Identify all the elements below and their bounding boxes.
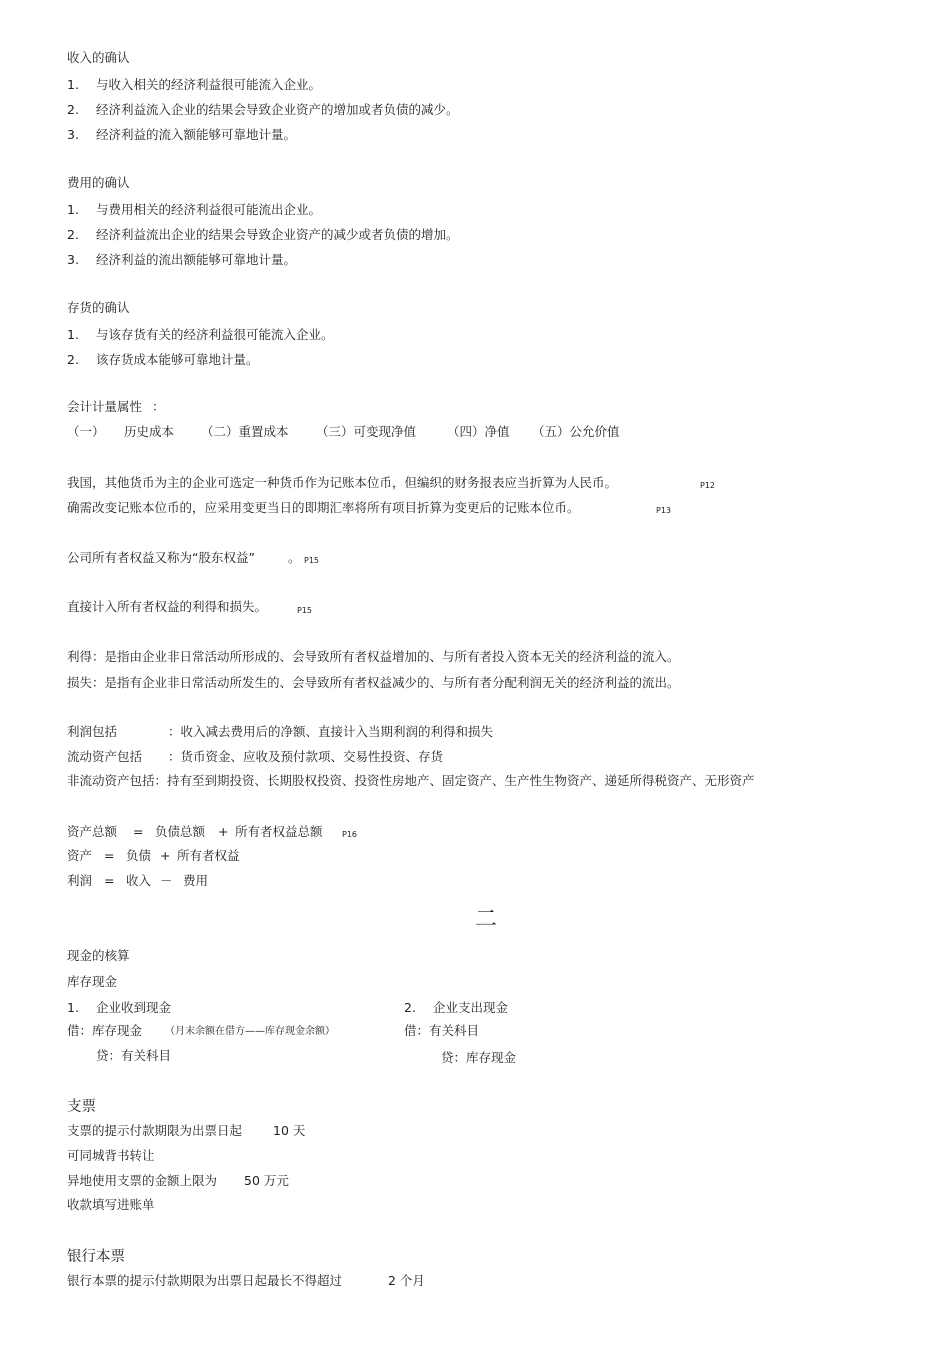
- bank-draft-line: 银行本票的提示付款期限为出票日起最长不得超过: [67, 1273, 343, 1288]
- equation-term: 利润: [67, 873, 93, 888]
- cheque-line: 支票的提示付款期限为出票日起: [67, 1123, 243, 1138]
- equation-operator: +: [160, 848, 171, 863]
- list-number: 3.: [67, 127, 79, 142]
- list-item: 与收入相关的经济利益很可能流入企业。: [96, 77, 322, 92]
- noncurrent-assets-line: 非流动资产包括：持有至到期投资、长期股权投资、投资性房地产、固定资产、生产性生物资产、递延所得税资产、无形资产: [67, 773, 755, 788]
- cheque-value: 50 万元: [244, 1173, 289, 1188]
- section-heading-measurement: 会计计量属性: [67, 399, 143, 414]
- cheque-line: 收款填写进账单: [67, 1197, 155, 1212]
- list-item: 经济利益流出企业的结果会导致企业资产的减少或者负债的增加。: [96, 227, 459, 242]
- list-item: 经济利益的流入额能够可靠地计量。: [96, 127, 297, 142]
- list-number: 2.: [67, 227, 79, 242]
- equation-operator: =: [104, 848, 115, 863]
- list-number: 2.: [67, 102, 79, 117]
- equation-term: 所有者权益: [177, 848, 240, 863]
- bank-draft-value: 2 个月: [388, 1273, 425, 1288]
- list-item: 经济利益的流出额能够可靠地计量。: [96, 252, 297, 267]
- measurement-item: （一）: [67, 424, 105, 439]
- journal-credit: 贷：库存现金: [441, 1050, 517, 1065]
- measurement-item: （三）可变现净值: [316, 424, 417, 439]
- subheading-cash-on-hand: 库存现金: [67, 974, 118, 989]
- equation-term: 资产总额: [67, 824, 118, 839]
- measurement-item: （五）公允价值: [532, 424, 620, 439]
- profit-text: ：收入减去费用后的净额、直接计入当期利润的利得和损失: [168, 724, 494, 739]
- journal-debit: 借：库存现金: [67, 1023, 143, 1038]
- cash-receive-title: 企业收到现金: [96, 1000, 172, 1015]
- direct-line: 直接计入所有者权益的利得和损失。: [67, 599, 268, 614]
- equation-operator: =: [104, 873, 115, 888]
- section-heading-revenue: 收入的确认: [67, 50, 130, 65]
- cheque-line: 异地使用支票的金额上限为: [67, 1173, 218, 1188]
- section-heading-expense: 费用的确认: [67, 175, 130, 190]
- journal-debit: 借：有关科目: [404, 1023, 480, 1038]
- page-ref: P15: [297, 606, 313, 615]
- journal-credit: 贷：有关科目: [96, 1048, 172, 1063]
- cash-pay-title: 企业支出现金: [433, 1000, 509, 1015]
- list-number: 1.: [67, 327, 79, 342]
- chapter-heading: 二: [475, 907, 498, 932]
- equation-term: 收入: [126, 873, 152, 888]
- current-assets-text: ：货币资金、应收及预付款项、交易性投资、存货: [168, 749, 444, 764]
- list-item: 经济利益流入企业的结果会导致企业资产的增加或者负债的减少。: [96, 102, 459, 117]
- equation-operator: =: [133, 824, 144, 839]
- list-number: 2.: [67, 352, 79, 367]
- measurement-item: （二）重置成本: [201, 424, 289, 439]
- profit-label: 利润包括: [67, 724, 118, 739]
- section-heading-cheque: 支票: [67, 1099, 96, 1115]
- currency-line: 确需改变记账本位币的，应采用变更当日的即期汇率将所有项目折算为变更后的记账本位币。: [67, 500, 580, 515]
- measurement-item: 历史成本: [124, 424, 175, 439]
- currency-line: 我国，其他货币为主的企业可选定一种货币作为记账本位币，但编织的财务报表应当折算为人民币。: [67, 475, 618, 490]
- list-item: 与该存货有关的经济利益很可能流入企业。: [96, 327, 334, 342]
- gain-definition: 利得：是指由企业非日常活动所形成的、会导致所有者权益增加的、与所有者投入资本无关的经济利益的流入。: [67, 649, 680, 664]
- cheque-line: 可同城背书转让: [67, 1148, 155, 1163]
- section-heading-inventory: 存货的确认: [67, 300, 130, 315]
- heading-colon: ：: [152, 399, 165, 414]
- equity-line: 公司所有者权益又称为“股东权益”: [67, 550, 255, 565]
- measurement-item: （四）净值: [447, 424, 510, 439]
- page-ref: P15: [304, 556, 320, 565]
- equation-term: 费用: [183, 873, 209, 888]
- section-heading-cash: 现金的核算: [67, 948, 130, 963]
- equation-term: 负债: [126, 848, 152, 863]
- current-assets-label: 流动资产包括: [67, 749, 143, 764]
- loss-definition: 损失：是指有企业非日常活动所发生的、会导致所有者权益减少的、与所有者分配利润无关的经济利益的流出。: [67, 675, 680, 690]
- list-item: 该存货成本能够可靠地计量。: [96, 352, 259, 367]
- equation-term: 资产: [67, 848, 93, 863]
- page-ref: P12: [700, 481, 716, 490]
- list-number: 1.: [67, 77, 79, 92]
- equation-operator: －: [160, 873, 173, 888]
- list-number: 2.: [404, 1000, 416, 1015]
- list-item: 与费用相关的经济利益很可能流出企业。: [96, 202, 322, 217]
- equation-term: 负债总额: [155, 824, 206, 839]
- section-heading-bank-draft: 银行本票: [67, 1249, 125, 1265]
- cheque-value: 10 天: [273, 1123, 306, 1138]
- list-number: 1.: [67, 202, 79, 217]
- equation-term: 所有者权益总额: [235, 824, 323, 839]
- list-number: 3.: [67, 252, 79, 267]
- journal-note: （月末余额在借方——库存现金余额）: [165, 1026, 335, 1037]
- equation-operator: +: [218, 824, 229, 839]
- equity-period: 。: [288, 550, 301, 565]
- page-ref: P13: [656, 506, 672, 515]
- page-ref: P16: [342, 830, 358, 839]
- list-number: 1.: [67, 1000, 79, 1015]
